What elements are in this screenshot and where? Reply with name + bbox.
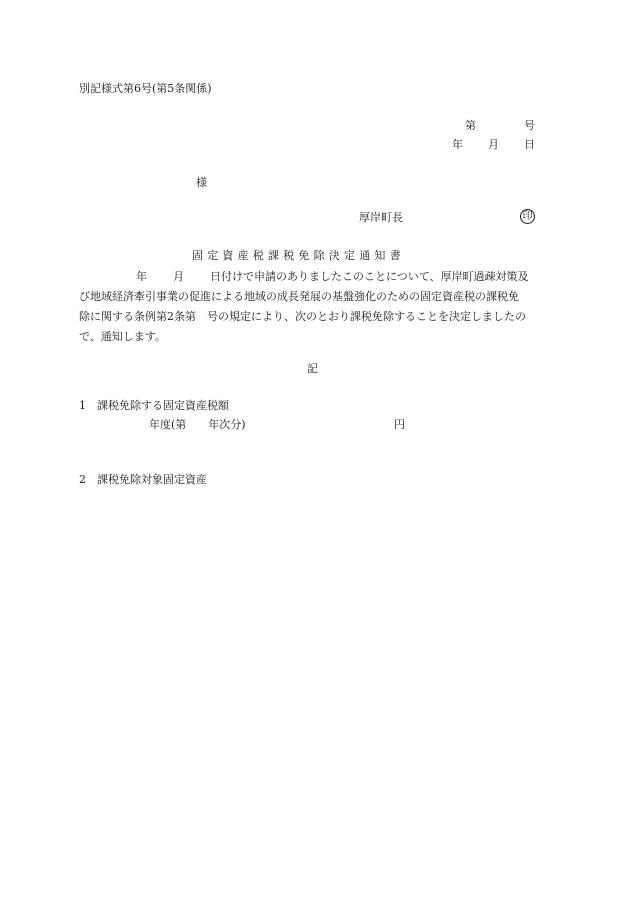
seal-mark	[520, 209, 535, 224]
body-month: 月	[173, 270, 184, 283]
date-day: 日	[524, 138, 535, 151]
form-id: 別記様式第6号(第5条関係)	[79, 82, 212, 95]
section-1-heading: 1 課税免除する固定資産税額	[79, 399, 229, 412]
date-month: 月	[488, 138, 499, 151]
body-line-1	[79, 267, 549, 287]
section-1-unit: 円	[394, 418, 405, 431]
section-1-fiscal-year: 年度(第 年次分)	[149, 418, 246, 431]
document-number-dai: 第	[465, 119, 476, 132]
body-paragraph	[79, 267, 549, 347]
document-number-go: 号	[524, 119, 535, 132]
section-2-heading: 2 課税免除対象固定資産	[79, 473, 207, 486]
sender-name: 厚岸町長	[359, 211, 403, 224]
document-title: 固定資産税課税免除決定通知書	[192, 249, 405, 262]
date-year: 年	[452, 138, 463, 151]
addressee-honorific: 様	[196, 176, 207, 189]
ki-marker: 記	[307, 362, 318, 375]
body-line-2: び地域経済牽引事業の促進による地域の成長発展の基盤強化のための固定資産税の課税免	[79, 290, 519, 303]
seal-label: 印	[522, 210, 533, 222]
body-line-4: で、通知します。	[79, 330, 166, 343]
body-line-3: 除に関する条例第2条第 号の規定により、次のとおり課税免除することを決定しましたの	[79, 310, 526, 323]
body-line-1-text: 日付けで申請のありましたこのことについて、厚岸町過疎対策及	[210, 270, 529, 283]
body-year: 年	[136, 270, 147, 283]
